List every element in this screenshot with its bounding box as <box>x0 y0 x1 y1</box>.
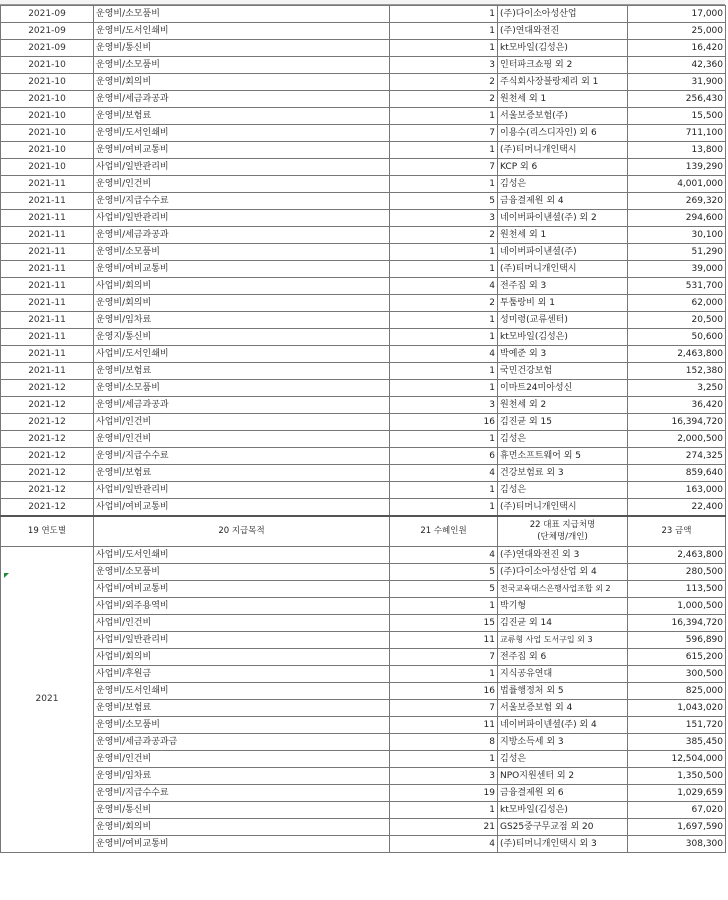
summary-row <box>1 699 726 716</box>
amount-cell[interactable]: 2,463,800 <box>628 546 726 563</box>
category-cell[interactable]: 운영비/회의비 <box>94 818 390 835</box>
amount-cell[interactable]: 139,290 <box>628 159 726 176</box>
date-cell[interactable]: 2021-09 <box>1 23 94 40</box>
payee-cell[interactable]: 김성은 <box>498 482 628 499</box>
date-cell[interactable]: 2021-11 <box>1 244 94 261</box>
category-cell[interactable]: 사업비/일반관리비 <box>94 210 390 227</box>
amount-cell[interactable]: 1,000,500 <box>628 597 726 614</box>
table-row <box>1 244 726 261</box>
payee-cell[interactable]: 네이버파이낸셜(주) <box>498 244 628 261</box>
count-cell[interactable]: 1 <box>390 261 498 278</box>
date-cell[interactable]: 2021-11 <box>1 346 94 363</box>
table-row <box>1 397 726 414</box>
summary-row <box>1 733 726 750</box>
summary-row <box>1 835 726 852</box>
category-cell[interactable]: 사업비/회의비 <box>94 648 390 665</box>
amount-cell[interactable]: 1,029,659 <box>628 784 726 801</box>
table-row <box>1 431 726 448</box>
count-cell[interactable]: 1 <box>390 40 498 57</box>
date-cell[interactable]: 2021-09 <box>1 40 94 57</box>
category-cell[interactable]: 운영비/세금과공과 <box>94 91 390 108</box>
payee-cell[interactable]: 김진균 외 14 <box>498 614 628 631</box>
count-cell[interactable]: 2 <box>390 295 498 312</box>
category-cell[interactable]: 운영비/지급수수료 <box>94 448 390 465</box>
table-row <box>1 176 726 193</box>
date-cell[interactable]: 2021-12 <box>1 431 94 448</box>
count-cell[interactable]: 2 <box>390 227 498 244</box>
amount-cell[interactable]: 31,900 <box>628 74 726 91</box>
payee-cell[interactable]: 지방소득세 외 3 <box>498 733 628 750</box>
count-cell[interactable]: 1 <box>390 176 498 193</box>
category-cell[interactable]: 운영비/회의비 <box>94 74 390 91</box>
payee-cell[interactable]: 원천세 외 1 <box>498 91 628 108</box>
count-cell[interactable]: 7 <box>390 159 498 176</box>
table-row <box>1 74 726 91</box>
amount-cell[interactable]: 151,720 <box>628 716 726 733</box>
table-row <box>1 465 726 482</box>
summary-row <box>1 682 726 699</box>
count-cell[interactable]: 7 <box>390 125 498 142</box>
count-cell[interactable]: 5 <box>390 193 498 210</box>
table-row <box>1 227 726 244</box>
count-cell[interactable]: 1 <box>390 431 498 448</box>
amount-cell[interactable]: 269,320 <box>628 193 726 210</box>
summary-row <box>1 716 726 733</box>
summary-row <box>1 580 726 597</box>
payee-cell[interactable]: (주)티머니개인택시 <box>498 142 628 159</box>
amount-cell[interactable]: 25,000 <box>628 23 726 40</box>
count-cell[interactable]: 1 <box>390 142 498 159</box>
count-cell[interactable]: 4 <box>390 546 498 563</box>
count-cell[interactable]: 1 <box>390 329 498 346</box>
payee-cell[interactable]: (주)티머니개인택시 <box>498 261 628 278</box>
amount-cell[interactable]: 859,640 <box>628 465 726 482</box>
payee-cell[interactable]: 원천세 외 2 <box>498 397 628 414</box>
category-cell[interactable]: 사업비/일반관리비 <box>94 159 390 176</box>
payee-cell[interactable]: 박예준 외 3 <box>498 346 628 363</box>
payee-cell[interactable]: 전국교육대스은행사업조합 외 2 <box>498 580 628 597</box>
category-cell[interactable]: 운영비/보험료 <box>94 363 390 380</box>
count-cell[interactable]: 21 <box>390 818 498 835</box>
amount-cell[interactable]: 62,000 <box>628 295 726 312</box>
count-cell[interactable]: 19 <box>390 784 498 801</box>
count-cell[interactable]: 16 <box>390 414 498 431</box>
payee-cell[interactable]: 김진균 외 15 <box>498 414 628 431</box>
summary-row <box>1 818 726 835</box>
table-row <box>1 193 726 210</box>
date-cell[interactable]: 2021-10 <box>1 91 94 108</box>
payee-cell[interactable]: 김성은 <box>498 176 628 193</box>
amount-cell[interactable]: 51,290 <box>628 244 726 261</box>
amount-cell[interactable]: 17,000 <box>628 6 726 23</box>
amount-cell[interactable]: 825,000 <box>628 682 726 699</box>
payee-cell[interactable]: 인터파크쇼핑 외 2 <box>498 57 628 74</box>
count-cell[interactable]: 2 <box>390 91 498 108</box>
category-cell[interactable]: 사업비/여비교통비 <box>94 580 390 597</box>
amount-cell[interactable]: 152,380 <box>628 363 726 380</box>
payee-cell[interactable]: 국민건강보험 <box>498 363 628 380</box>
table-row <box>1 295 726 312</box>
summary-row <box>1 801 726 818</box>
payee-cell[interactable]: 투툼랑비 외 1 <box>498 295 628 312</box>
category-cell[interactable]: 운영비/통신비 <box>94 40 390 57</box>
count-cell[interactable]: 5 <box>390 563 498 580</box>
date-cell[interactable]: 2021-10 <box>1 142 94 159</box>
payee-cell[interactable]: (주)티머니개인택시 외 3 <box>498 835 628 852</box>
category-cell[interactable]: 운영비/인건비 <box>94 176 390 193</box>
category-cell[interactable]: 사업비/여비교통비 <box>94 499 390 517</box>
category-cell[interactable]: 운영비/인건비 <box>94 431 390 448</box>
date-cell[interactable]: 2021-11 <box>1 329 94 346</box>
amount-cell[interactable]: 15,500 <box>628 108 726 125</box>
category-cell[interactable]: 운영비/여비교통비 <box>94 835 390 852</box>
date-cell[interactable]: 2021-10 <box>1 125 94 142</box>
count-cell[interactable]: 1 <box>390 23 498 40</box>
category-cell[interactable]: 운영비/소모품비 <box>94 57 390 74</box>
amount-cell[interactable]: 300,500 <box>628 665 726 682</box>
category-cell[interactable]: 사업비/후원금 <box>94 665 390 682</box>
amount-cell[interactable]: 3,250 <box>628 380 726 397</box>
summary-row <box>1 767 726 784</box>
category-cell[interactable]: 운영비/도서인쇄비 <box>94 23 390 40</box>
category-cell[interactable]: 운영비/지급수수료 <box>94 193 390 210</box>
category-cell[interactable]: 운영비/소모품비 <box>94 563 390 580</box>
payee-cell[interactable]: 이마트24미아성신 <box>498 380 628 397</box>
count-cell[interactable]: 1 <box>390 801 498 818</box>
table-row <box>1 380 726 397</box>
table-row <box>1 346 726 363</box>
table-row <box>1 6 726 23</box>
amount-cell[interactable]: 385,450 <box>628 733 726 750</box>
date-cell[interactable]: 2021-11 <box>1 363 94 380</box>
date-cell[interactable]: 2021-10 <box>1 159 94 176</box>
category-cell[interactable]: 운영비/소모품비 <box>94 6 390 23</box>
payee-cell[interactable]: kt모바일(김성은) <box>498 40 628 57</box>
payee-cell[interactable]: (주)티머니개인택시 <box>498 499 628 517</box>
category-cell[interactable]: 운영비/보험료 <box>94 699 390 716</box>
payee-cell[interactable]: 서울보증보험(주) <box>498 108 628 125</box>
date-cell[interactable]: 2021-12 <box>1 380 94 397</box>
table-row <box>1 108 726 125</box>
header-recipients[interactable]: 21 수혜인원 <box>390 516 498 546</box>
category-cell[interactable]: 운영지/통신비 <box>94 329 390 346</box>
summary-row <box>1 750 726 767</box>
amount-cell[interactable]: 280,500 <box>628 563 726 580</box>
payee-cell[interactable]: 김성은 <box>498 431 628 448</box>
monthly-rows <box>1 6 726 517</box>
header-year[interactable]: 19 연도별 <box>1 516 94 546</box>
category-cell[interactable]: 사업비/인건비 <box>94 414 390 431</box>
category-cell[interactable]: 운영비/소모품비 <box>94 380 390 397</box>
payee-cell[interactable]: 김성은 <box>498 750 628 767</box>
table-row <box>1 91 726 108</box>
summary-row <box>1 614 726 631</box>
payee-cell[interactable]: 휴먼소프트웨어 외 5 <box>498 448 628 465</box>
table-row <box>1 142 726 159</box>
date-cell[interactable]: 2021-09 <box>1 6 94 23</box>
category-cell[interactable]: 사업비/도서인쇄비 <box>94 346 390 363</box>
summary-header-row <box>1 516 726 546</box>
cell-comment-marker <box>4 573 9 578</box>
table-row <box>1 312 726 329</box>
category-cell[interactable]: 운영비/세금과공과금 <box>94 733 390 750</box>
date-cell[interactable]: 2021-12 <box>1 465 94 482</box>
amount-cell[interactable]: 163,000 <box>628 482 726 499</box>
payee-cell[interactable]: GS25중구무교점 외 20 <box>498 818 628 835</box>
category-cell[interactable]: 운영비/통신비 <box>94 801 390 818</box>
table-row <box>1 57 726 74</box>
count-cell[interactable]: 1 <box>390 108 498 125</box>
amount-cell[interactable]: 615,200 <box>628 648 726 665</box>
count-cell[interactable]: 2 <box>390 74 498 91</box>
count-cell[interactable]: 3 <box>390 397 498 414</box>
category-cell[interactable]: 운영비/도서인쇄비 <box>94 682 390 699</box>
category-cell[interactable]: 운영비/보험료 <box>94 108 390 125</box>
date-cell[interactable]: 2021-12 <box>1 414 94 431</box>
table-row <box>1 482 726 499</box>
payee-cell[interactable]: 원천세 외 1 <box>498 227 628 244</box>
amount-cell[interactable]: 1,043,020 <box>628 699 726 716</box>
table-row <box>1 40 726 57</box>
amount-cell[interactable]: 30,100 <box>628 227 726 244</box>
table-row <box>1 278 726 295</box>
amount-cell[interactable]: 22,400 <box>628 499 726 517</box>
table-row <box>1 125 726 142</box>
date-cell[interactable]: 2021-10 <box>1 108 94 125</box>
category-cell[interactable]: 운영비/소모품비 <box>94 716 390 733</box>
amount-cell[interactable]: 16,394,720 <box>628 414 726 431</box>
expense-table <box>0 5 726 853</box>
table-row <box>1 159 726 176</box>
category-cell[interactable]: 사업비/외주용역비 <box>94 597 390 614</box>
amount-cell[interactable]: 711,100 <box>628 125 726 142</box>
payee-cell[interactable]: 교류형 사업 도서구입 외 3 <box>498 631 628 648</box>
date-cell[interactable]: 2021-11 <box>1 312 94 329</box>
payee-cell[interactable]: 전주집 외 3 <box>498 278 628 295</box>
summary-row <box>1 648 726 665</box>
count-cell[interactable]: 1 <box>390 665 498 682</box>
payee-cell[interactable]: 전주집 외 6 <box>498 648 628 665</box>
payee-cell[interactable]: 지식공유연대 <box>498 665 628 682</box>
count-cell[interactable]: 4 <box>390 346 498 363</box>
category-cell[interactable]: 사업비/회의비 <box>94 278 390 295</box>
payee-cell[interactable]: 주식회사장블랑제리 외 1 <box>498 74 628 91</box>
count-cell[interactable]: 16 <box>390 682 498 699</box>
amount-cell[interactable]: 39,000 <box>628 261 726 278</box>
payee-cell[interactable]: 법률행정처 외 5 <box>498 682 628 699</box>
count-cell[interactable]: 1 <box>390 597 498 614</box>
count-cell[interactable]: 1 <box>390 244 498 261</box>
summary-row <box>1 631 726 648</box>
amount-cell[interactable]: 1,697,590 <box>628 818 726 835</box>
amount-cell[interactable]: 2,463,800 <box>628 346 726 363</box>
table-row <box>1 414 726 431</box>
category-cell[interactable]: 운영비/인건비 <box>94 750 390 767</box>
payee-cell[interactable]: 서울보증보험 외 4 <box>498 699 628 716</box>
payee-cell[interactable]: 네이버파이낸셜(주) 외 2 <box>498 210 628 227</box>
category-cell[interactable]: 사업비/인건비 <box>94 614 390 631</box>
count-cell[interactable]: 4 <box>390 278 498 295</box>
header-purpose[interactable]: 20 지급목적 <box>94 516 390 546</box>
count-cell[interactable]: 4 <box>390 465 498 482</box>
table-row <box>1 210 726 227</box>
table-row <box>1 448 726 465</box>
amount-cell[interactable]: 294,600 <box>628 210 726 227</box>
year-cell[interactable]: 2021 <box>1 546 94 852</box>
amount-cell[interactable]: 42,360 <box>628 57 726 74</box>
payee-cell[interactable]: 네이버파이넨셜(주) 외 4 <box>498 716 628 733</box>
amount-cell[interactable]: 596,890 <box>628 631 726 648</box>
amount-cell[interactable]: 36,420 <box>628 397 726 414</box>
payee-cell[interactable]: 건강보험료 외 3 <box>498 465 628 482</box>
table-row <box>1 23 726 40</box>
category-cell[interactable]: 운영비/보험료 <box>94 465 390 482</box>
category-cell[interactable]: 운영비/소모품비 <box>94 244 390 261</box>
amount-cell[interactable]: 308,300 <box>628 835 726 852</box>
table-row <box>1 261 726 278</box>
amount-cell[interactable]: 113,500 <box>628 580 726 597</box>
category-cell[interactable]: 운영비/여비교통비 <box>94 261 390 278</box>
count-cell[interactable]: 5 <box>390 580 498 597</box>
summary-row <box>1 546 726 563</box>
amount-cell[interactable]: 256,430 <box>628 91 726 108</box>
count-cell[interactable]: 8 <box>390 733 498 750</box>
date-cell[interactable]: 2021-10 <box>1 74 94 91</box>
summary-row <box>1 597 726 614</box>
count-cell[interactable]: 4 <box>390 835 498 852</box>
payee-cell[interactable]: (주)다이소아성산업 <box>498 6 628 23</box>
count-cell[interactable]: 7 <box>390 648 498 665</box>
payee-cell[interactable]: (주)연대와전진 외 3 <box>498 546 628 563</box>
payee-cell[interactable]: (주)다이소아성산업 외 4 <box>498 563 628 580</box>
summary-row <box>1 665 726 682</box>
category-cell[interactable]: 운영비/여비교통비 <box>94 142 390 159</box>
category-cell[interactable]: 운영비/세금과공과 <box>94 227 390 244</box>
count-cell[interactable]: 15 <box>390 614 498 631</box>
table-row <box>1 363 726 380</box>
category-cell[interactable]: 운영비/임차료 <box>94 312 390 329</box>
date-cell[interactable]: 2021-11 <box>1 193 94 210</box>
header-amount[interactable]: 23 금액 <box>628 516 726 546</box>
payee-cell[interactable]: 박기형 <box>498 597 628 614</box>
payee-cell[interactable]: 이용수(리스디자인) 외 6 <box>498 125 628 142</box>
category-cell[interactable]: 운영비/회의비 <box>94 295 390 312</box>
count-cell[interactable]: 1 <box>390 750 498 767</box>
date-cell[interactable]: 2021-12 <box>1 499 94 517</box>
count-cell[interactable]: 3 <box>390 210 498 227</box>
count-cell[interactable]: 1 <box>390 312 498 329</box>
amount-cell[interactable]: 531,700 <box>628 278 726 295</box>
payee-cell[interactable]: 금융결제원 외 6 <box>498 784 628 801</box>
count-cell[interactable]: 1 <box>390 380 498 397</box>
count-cell[interactable]: 11 <box>390 631 498 648</box>
amount-cell[interactable]: 2,000,500 <box>628 431 726 448</box>
summary-row <box>1 784 726 801</box>
payee-cell[interactable]: 성미령(교류센터) <box>498 312 628 329</box>
payee-cell[interactable]: 금융결제원 외 4 <box>498 193 628 210</box>
amount-cell[interactable]: 12,504,000 <box>628 750 726 767</box>
amount-cell[interactable]: 274,325 <box>628 448 726 465</box>
category-cell[interactable]: 사업비/일반관리비 <box>94 482 390 499</box>
payee-cell[interactable]: (주)연대와전진 <box>498 23 628 40</box>
count-cell[interactable]: 3 <box>390 767 498 784</box>
payee-cell[interactable]: kt모바일(김성은) <box>498 329 628 346</box>
count-cell[interactable]: 1 <box>390 363 498 380</box>
payee-cell[interactable]: NPO지원센터 외 2 <box>498 767 628 784</box>
summary-rows <box>1 516 726 852</box>
payee-cell[interactable]: kt모바일(김성은) <box>498 801 628 818</box>
payee-cell[interactable]: KCP 외 6 <box>498 159 628 176</box>
category-cell[interactable]: 운영비/도서인쇄비 <box>94 125 390 142</box>
date-cell[interactable]: 2021-11 <box>1 278 94 295</box>
date-cell[interactable]: 2021-11 <box>1 261 94 278</box>
category-cell[interactable]: 운영비/지급수수료 <box>94 784 390 801</box>
amount-cell[interactable]: 16,394,720 <box>628 614 726 631</box>
count-cell[interactable]: 1 <box>390 482 498 499</box>
category-cell[interactable]: 운영비/임차료 <box>94 767 390 784</box>
category-cell[interactable]: 운영비/세금과공과 <box>94 397 390 414</box>
count-cell[interactable]: 3 <box>390 57 498 74</box>
amount-cell[interactable]: 1,350,500 <box>628 767 726 784</box>
date-cell[interactable]: 2021-10 <box>1 57 94 74</box>
date-cell[interactable]: 2021-12 <box>1 397 94 414</box>
count-cell[interactable]: 6 <box>390 448 498 465</box>
amount-cell[interactable]: 20,500 <box>628 312 726 329</box>
count-cell[interactable]: 7 <box>390 699 498 716</box>
amount-cell[interactable]: 4,001,000 <box>628 176 726 193</box>
table-row <box>1 499 726 517</box>
count-cell[interactable]: 1 <box>390 6 498 23</box>
date-cell[interactable]: 2021-12 <box>1 482 94 499</box>
date-cell[interactable]: 2021-11 <box>1 227 94 244</box>
date-cell[interactable]: 2021-11 <box>1 295 94 312</box>
count-cell[interactable]: 11 <box>390 716 498 733</box>
date-cell[interactable]: 2021-12 <box>1 448 94 465</box>
date-cell[interactable]: 2021-11 <box>1 176 94 193</box>
count-cell[interactable]: 1 <box>390 499 498 517</box>
category-cell[interactable]: 사업비/도서인쇄비 <box>94 546 390 563</box>
date-cell[interactable]: 2021-11 <box>1 210 94 227</box>
amount-cell[interactable]: 67,020 <box>628 801 726 818</box>
amount-cell[interactable]: 16,420 <box>628 40 726 57</box>
category-cell[interactable]: 사업비/일반관리비 <box>94 631 390 648</box>
header-payee[interactable]: 22 대표 지급처명 (단체명/개인) <box>498 516 628 546</box>
summary-row <box>1 563 726 580</box>
amount-cell[interactable]: 13,800 <box>628 142 726 159</box>
table-row <box>1 329 726 346</box>
amount-cell[interactable]: 50,600 <box>628 329 726 346</box>
